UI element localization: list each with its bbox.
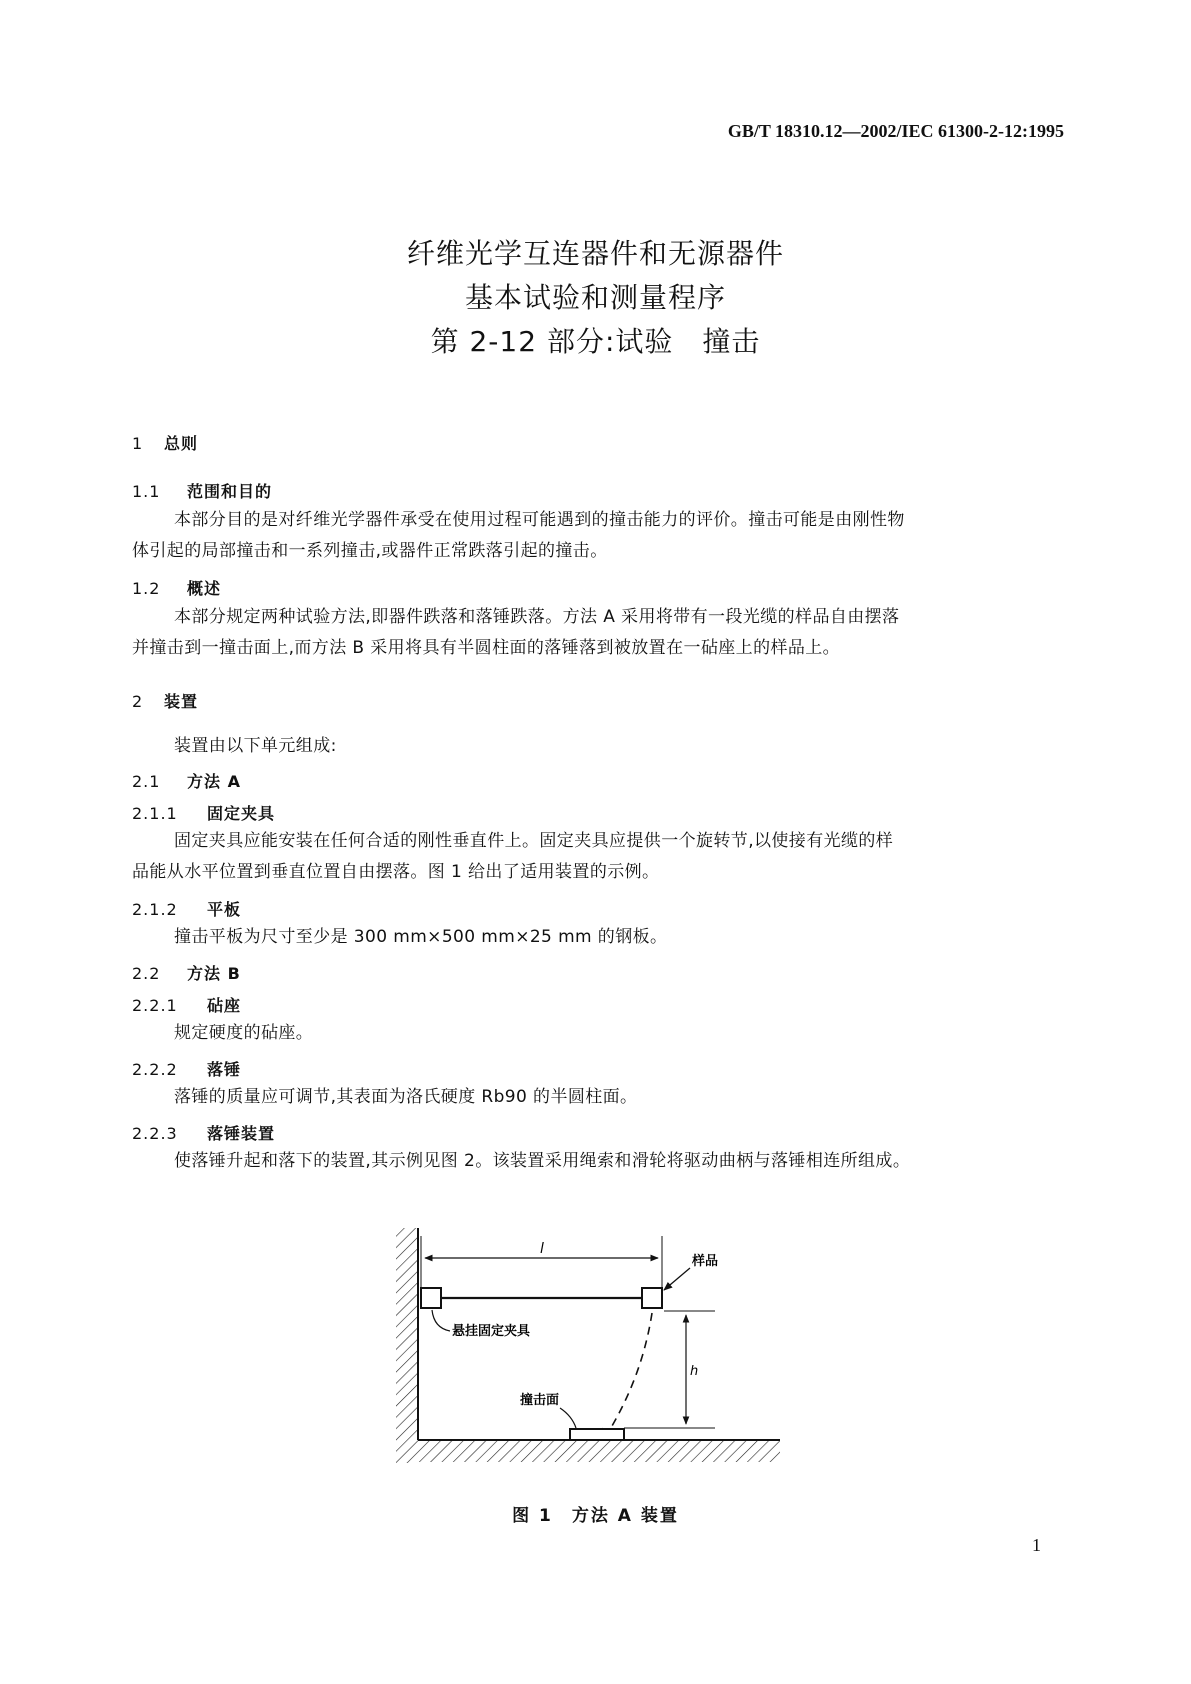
paragraph-line: 装置由以下单元组成: (174, 736, 337, 756)
sample-box (642, 1288, 662, 1308)
fixture-label: 悬挂固定夹具 (452, 1324, 531, 1339)
figure-1-caption: 图 1 方法 A 装置 (512, 1506, 679, 1526)
section-2-2-heading (132, 961, 241, 984)
wall-hatch (396, 1228, 418, 1463)
paragraph-line: 本部分目的是对纤维光学器件承受在使用过程可能遇到的撞击能力的评价。撞击可能是由刚性物 (174, 510, 905, 530)
section-title: 落锤 (207, 1060, 242, 1079)
length-label: l (540, 1241, 544, 1257)
section-2-2-1-text (132, 1018, 1060, 1049)
section-1-1-text (132, 505, 1060, 567)
paragraph-line: 规定硬度的砧座。 (174, 1023, 314, 1043)
section-number: 2.2.3 (132, 1124, 178, 1143)
fixture-box (421, 1288, 441, 1308)
section-number: 1 (132, 434, 144, 453)
section-title: 砧座 (207, 996, 242, 1015)
section-title: 方法 A (187, 772, 241, 791)
section-number: 2.2.1 (132, 996, 178, 1015)
section-2-1-1-text (132, 826, 1060, 888)
section-1-heading (132, 431, 198, 454)
paragraph-line: 品能从水平位置到垂直位置自由摆落。图 1 给出了适用装置的示例。 (132, 862, 660, 882)
impact-surface-plate (570, 1429, 624, 1440)
standard-code: GB/T 18310.12—2002/IEC 61300-2-12:1995 (727, 121, 1064, 141)
section-title: 方法 B (187, 964, 241, 983)
section-title: 概述 (187, 579, 222, 598)
section-title: 总则 (164, 434, 199, 453)
section-title: 范围和目的 (187, 482, 273, 501)
title-line-2: 基本试验和测量程序 (464, 281, 726, 314)
section-2-text (132, 731, 1060, 762)
section-number: 1.1 (132, 482, 161, 501)
section-number: 2.2 (132, 964, 161, 983)
section-2-2-1-heading (132, 993, 241, 1016)
section-number: 2.1.2 (132, 900, 178, 919)
section-1-2-heading (132, 576, 221, 599)
section-2-2-3-text (132, 1146, 1060, 1177)
sample-pointer (664, 1268, 690, 1290)
impact-surface-pointer (560, 1408, 576, 1428)
paragraph-line: 本部分规定两种试验方法,即器件跌落和落锤跌落。方法 A 采用将带有一段光缆的样品自由摆落 (174, 607, 900, 627)
section-2-2-2-heading (132, 1057, 241, 1080)
paragraph-line: 并撞击到一撞击面上,而方法 B 采用将具有半圆柱面的落锤落到被放置在一砧座上的样品上。 (132, 638, 841, 658)
swing-path (606, 1313, 652, 1436)
section-number: 2.1.1 (132, 804, 178, 823)
sample-label: 样品 (692, 1254, 719, 1269)
section-2-2-2-text (132, 1082, 1060, 1113)
paragraph-line: 落锤的质量应可调节,其表面为洛氏硬度 Rb90 的半圆柱面。 (174, 1087, 638, 1107)
section-2-1-1-heading (132, 801, 275, 824)
section-number: 2.1 (132, 772, 161, 791)
section-title: 装置 (164, 692, 199, 711)
paragraph-line: 体引起的局部撞击和一系列撞击,或器件正常跌落引起的撞击。 (132, 541, 608, 561)
title-line-1: 纤维光学互连器件和无源器件 (406, 237, 784, 270)
section-number: 2 (132, 692, 144, 711)
title-line-3: 第 2-12 部分:试验 撞击 (430, 325, 761, 358)
section-2-heading (132, 689, 198, 712)
paragraph-line: 撞击平板为尺寸至少是 300 mm×500 mm×25 mm 的钢板。 (174, 927, 668, 947)
section-number: 2.2.2 (132, 1060, 178, 1079)
fixture-pointer (432, 1310, 450, 1331)
figure-1-diagram (380, 1218, 790, 1478)
impact-surface-label: 撞击面 (520, 1393, 560, 1408)
section-2-1-2-heading (132, 897, 241, 920)
paragraph-line: 固定夹具应能安装在任何合适的刚性垂直件上。固定夹具应提供一个旋转节,以使接有光缆的样 (174, 831, 894, 851)
section-2-1-heading (132, 769, 241, 792)
paragraph-line: 使落锤升起和落下的装置,其示例见图 2。该装置采用绳索和滑轮将驱动曲柄与落锤相连所组成。 (174, 1151, 911, 1171)
section-2-1-2-text (132, 922, 1060, 953)
height-label: h (690, 1364, 699, 1379)
section-number: 1.2 (132, 579, 161, 598)
section-title: 固定夹具 (207, 804, 276, 823)
floor-hatch (418, 1440, 780, 1462)
section-1-2-text (132, 602, 1060, 664)
section-title: 落锤装置 (207, 1124, 276, 1143)
section-1-1-heading (132, 479, 272, 502)
section-title: 平板 (207, 900, 242, 919)
page-number: 1 (1032, 1535, 1041, 1555)
section-2-2-3-heading (132, 1121, 275, 1144)
